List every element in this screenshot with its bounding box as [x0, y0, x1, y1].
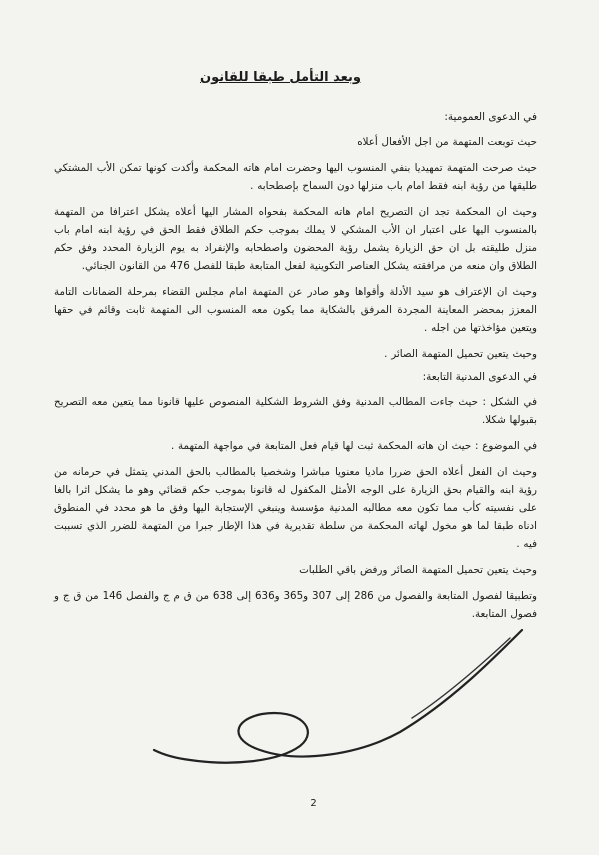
- section-heading: وبعد التأمل طبقا للقانون: [200, 70, 361, 85]
- paragraph-applied-articles: وتطبيقا لفصول المتابعة والفصول من 286 إلى 307 و365 و636 إلى 638 من ق م ج والفصل 146 من ق ج و فصول المتابعة.: [54, 590, 537, 620]
- paragraph-confession: وحيث ان الإعتراف هو سيد الأدلة وأقواها وهو صادر عن المتهمة امام مجلس القضاء بمرحلة الضمانات التامة المعزز بمحضر المعاينة المجردة المرفق بالشكاية مما يكون معه المنسوب الى المتهمة ثابت وقائم في حقها ويتعين مؤاخذتها من اجله .: [54, 286, 537, 334]
- paragraph-statement: حيث صرحت المتهمة تمهيديا بنفي المنسوب اليها وحضرت امام هاته المحكمة وأكدت كونها تمكن الأب المشتكي طليقها من رؤية ابنه فقط امام باب منزلها دون السماح بإصطحابه .: [54, 162, 537, 192]
- civil-action-label: في الدعوى المدنية التابعة:: [422, 371, 537, 383]
- paragraph-damage: وحيث ان الفعل أعلاه الحق ضررا ماديا معنويا مباشرا وشخصيا بالمطالب بالحق المدني يتمثل في حرمانه من رؤية ابنه والقيام بحق الزيارة على الوجه الأمثل المكفول له قانونا بموجب حكم قضائي وهو ما يشكل اثرا بالغا على نفسيته كأب مما تكون معه مطالبه المدنية مؤسسة وينبغي الإستجابة اليها وفق ما هو محدد في المنطوق ادناه طبقا لما هو مخول لهاته المحكمة من سلطة تقديرية في هذا الإطار جبرا من المتهمة للضرر الذي تسببت فيه .: [54, 466, 537, 550]
- public-action-label: في الدعوى العمومية:: [444, 111, 537, 123]
- signature-icon: [150, 622, 530, 772]
- page-number: 2: [310, 798, 317, 809]
- paragraph-costs: وحيث يتعين تحميل المتهمة الصائر .: [384, 348, 537, 360]
- paragraph-court-finding: وحيث ان المحكمة تجد ان التصريح امام هاته المحكمة بفحواه المشار اليها أعلاه يشكل اعترافا من المتهمة بالمنسوب اليها على اعتبار ان الأب المشكي لا يملك بموجب حكم الطلاق فقط الحق في رؤية ابنه امام باب منزل طليقته بل ان حق الزيارة يشمل رؤية المحضون واصطحابه والإنفراد به يوم الزيارة المحدد وفق حكم الطلاق وان منعه من مرافقته يشكل العناصر التكوينية لفعل المتابعة طبقا للفصل 476 من القانون الجنائي.: [54, 206, 537, 272]
- paragraph-civil-costs: وحيث يتعين تحميل المتهمة الصائر ورفض باقي الطلبات: [299, 564, 537, 576]
- paragraph-merits: في الموضوع : حيث ان هاته المحكمة ثبت لها قيام فعل المتابعة في مواجهة المتهمة .: [170, 440, 537, 452]
- paragraph-charges: حيث توبعت المتهمة من اجل الأفعال أعلاه: [357, 136, 537, 148]
- paragraph-form: في الشكل : حيث جاءت المطالب المدنية وفق الشروط الشكلية المنصوص عليها قانونا مما يتعين معه التصريح بقبولها شكلا.: [54, 396, 537, 426]
